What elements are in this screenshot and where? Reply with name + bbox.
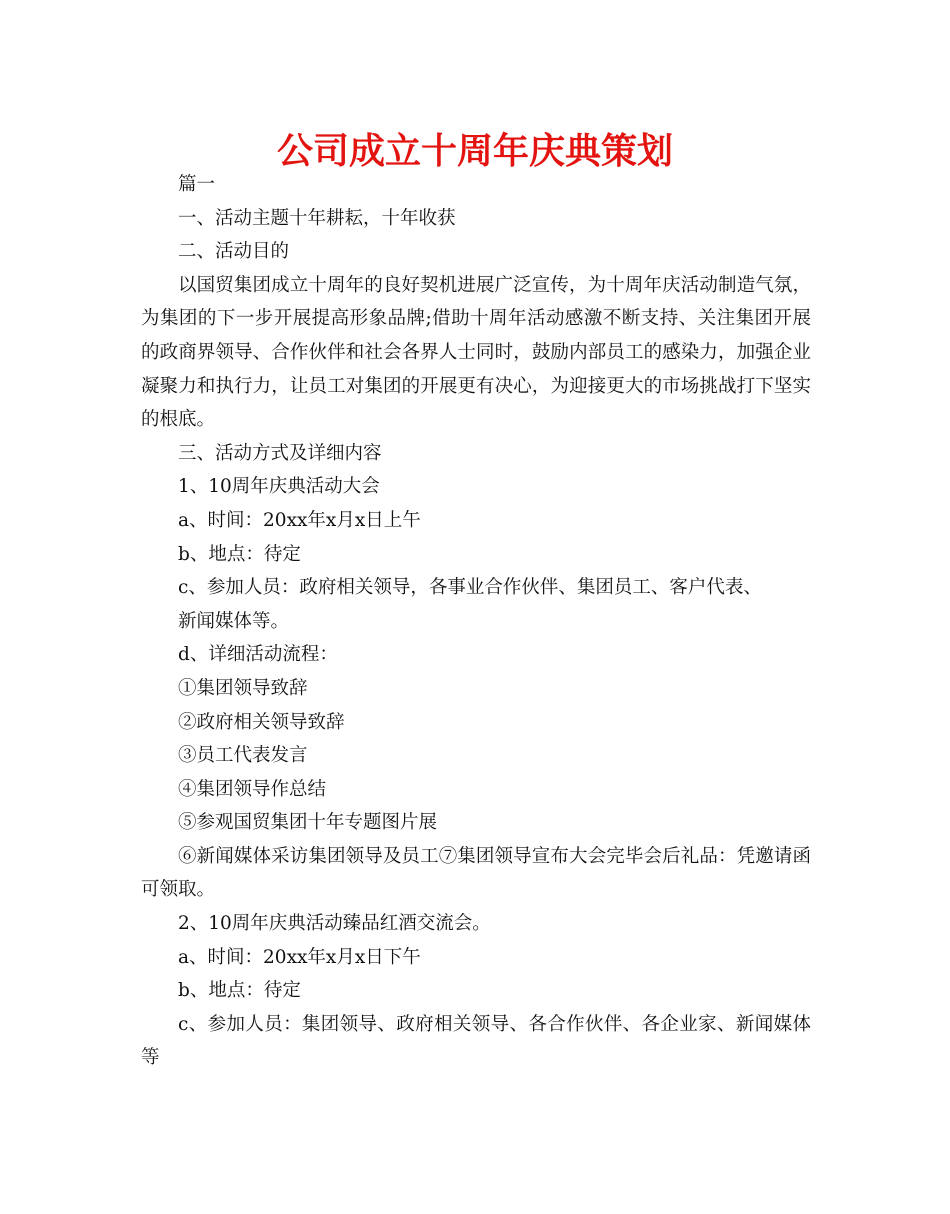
heading-activity-purpose: 二、活动目的	[178, 241, 290, 263]
item-anniversary-meeting: 1、10周年庆典活动大会	[178, 476, 380, 498]
document-body	[141, 168, 811, 1075]
heading-activity-theme: 一、活动主题十年耕耘，十年收获	[178, 207, 456, 229]
item-location: b、地点：待定	[178, 543, 301, 565]
process-step-3: ③员工代表发言	[178, 745, 308, 767]
paragraph-purpose: 以国贸集团成立十周年的良好契机进展广泛宣传，为十周年庆活动制造气氛，为集团的下一步开展提高形象品牌;借助十周年活动感激不断支持、关注集团开展的政商界领导、合作伙伴和社会各界人士同时，鼓励内部员工的感染力，加强企业凝聚力和执行力，让员工对集团的开展更有决心，为迎接更大的市场挑战打下坚实的根底。	[141, 274, 811, 431]
item-time-morning: a、时间：20xx年x月x日上午	[178, 509, 421, 531]
item-participants-2: c、参加人员：集团领导、政府相关领导、各合作伙伴、各企业家、新闻媒体等	[141, 1013, 811, 1069]
document-title: 公司成立十周年庆典策划	[276, 131, 673, 172]
item-process-heading: d、详细活动流程：	[178, 644, 338, 666]
section-label: 篇一	[178, 174, 216, 195]
item-participants: c、参加人员：政府相关领导，各事业合作伙伴、集团员工、客户代表、	[178, 577, 762, 599]
item-location-2: b、地点：待定	[178, 980, 301, 1002]
heading-activity-method: 三、活动方式及详细内容	[178, 442, 382, 464]
item-time-afternoon: a、时间：20xx年x月x日下午	[178, 946, 421, 968]
process-step-5: ⑤参观国贸集团十年专题图片展	[178, 812, 438, 834]
item-wine-exchange: 2、10周年庆典活动臻品红酒交流会。	[178, 913, 491, 935]
process-step-4: ④集团领导作总结	[178, 778, 327, 800]
process-step-2: ②政府相关领导致辞	[178, 711, 345, 733]
process-step-1: ①集团领导致辞	[178, 677, 308, 699]
process-step-6-7: ⑥新闻媒体采访集团领导及员工⑦集团领导宣布大会完毕会后礼品：凭邀请函可领取。	[141, 845, 811, 901]
item-participants-continued: 新闻媒体等。	[178, 610, 290, 632]
